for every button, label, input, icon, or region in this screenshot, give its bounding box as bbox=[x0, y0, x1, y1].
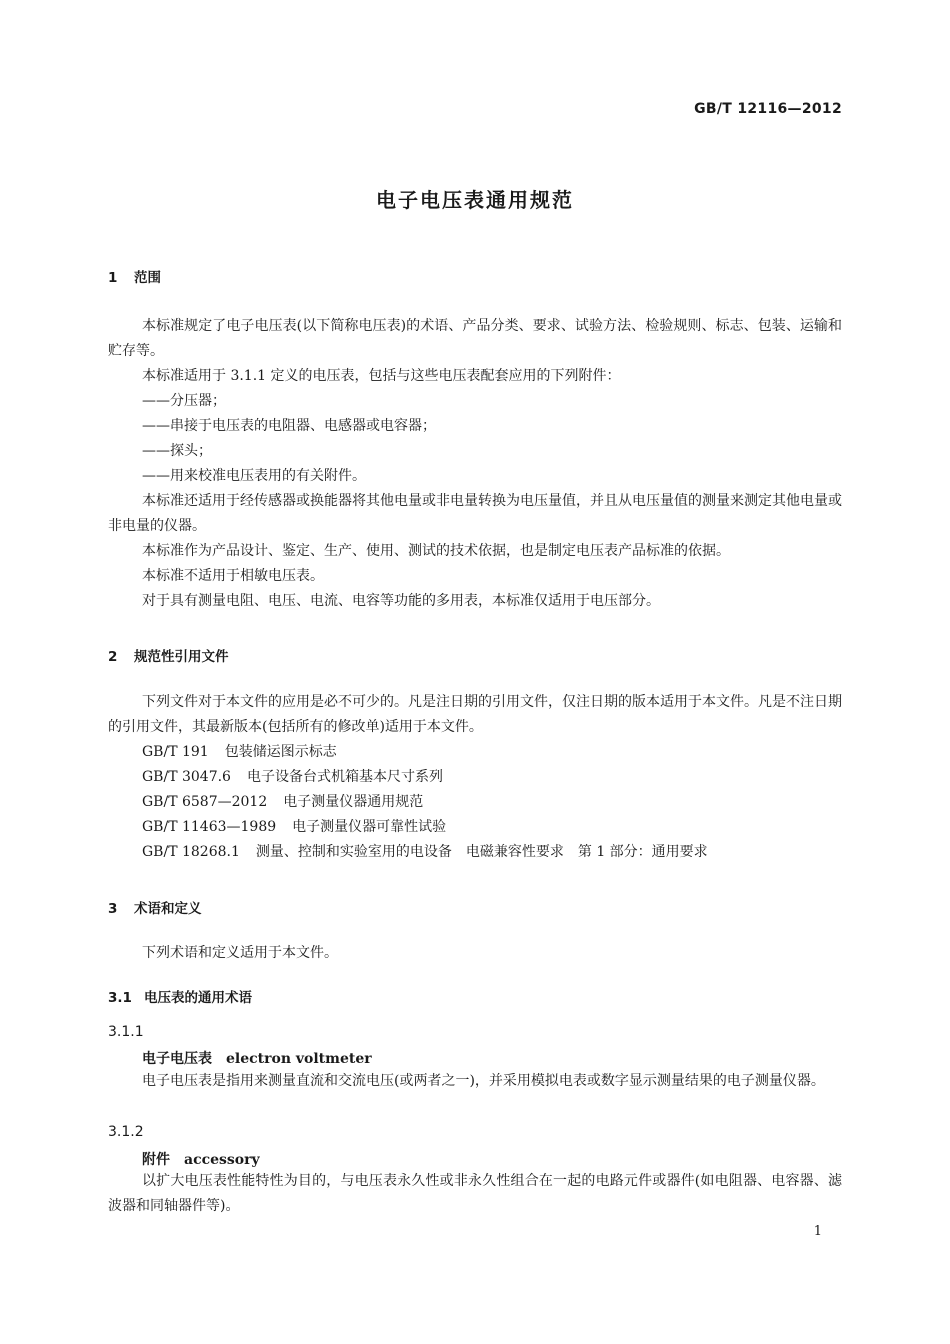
list-item: ——串接于电压表的电阻器、电感器或电容器； bbox=[142, 418, 436, 434]
list-item: ——探头； bbox=[142, 443, 212, 459]
section-3-heading bbox=[108, 897, 202, 917]
section-number: 2 bbox=[108, 649, 118, 665]
reference-code: GB/T 18268.1 bbox=[142, 844, 240, 860]
reference-code: GB/T 11463—1989 bbox=[142, 819, 277, 835]
section-2-heading bbox=[108, 645, 229, 665]
paragraph: 本标准不适用于相敏电压表。 bbox=[142, 568, 324, 584]
reference-item bbox=[142, 840, 708, 865]
reference-item bbox=[142, 790, 423, 815]
list-item: ——分压器； bbox=[142, 393, 226, 409]
paragraph: 本标准规定了电子电压表(以下简称电压表)的术语、产品分类、要求、试验方法、检验规则、标志、包装、运输和贮存等。 bbox=[108, 318, 842, 359]
list-item: ——用来校准电压表用的有关附件。 bbox=[142, 468, 366, 484]
paragraph: 下列术语和定义适用于本文件。 bbox=[142, 945, 338, 961]
term-english: accessory bbox=[184, 1152, 260, 1168]
term-chinese: 电子电压表 bbox=[142, 1051, 212, 1067]
section-title: 术语和定义 bbox=[134, 901, 202, 917]
section-title: 规范性引用文件 bbox=[134, 649, 229, 665]
term-entry bbox=[142, 1048, 372, 1068]
clause-number: 3.1.2 bbox=[108, 1124, 144, 1140]
reference-item bbox=[142, 740, 337, 765]
term-english: electron voltmeter bbox=[226, 1051, 372, 1067]
paragraph: 本标准作为产品设计、鉴定、生产、使用、测试的技术依据，也是制定电压表产品标准的依据。 bbox=[142, 543, 730, 559]
section-number: 1 bbox=[108, 270, 118, 286]
reference-item bbox=[142, 765, 443, 790]
reference-title: 包装储运图示标志 bbox=[224, 744, 337, 760]
standard-code: GB/T 12116—2012 bbox=[694, 101, 842, 117]
subsection-heading bbox=[108, 986, 252, 1006]
reference-title: 电子测量仪器可靠性试验 bbox=[292, 819, 447, 835]
term-entry bbox=[142, 1149, 260, 1169]
page-number: 1 bbox=[813, 1224, 822, 1239]
paragraph: 本标准还适用于经传感器或换能器将其他电量或非电量转换为电压量值，并且从电压量值的测量来测定其他电量或非电量的仪器。 bbox=[108, 493, 842, 534]
reference-title: 电子测量仪器通用规范 bbox=[283, 794, 424, 810]
term-definition: 电子电压表是指用来测量直流和交流电压(或两者之一)，并采用模拟电表或数字显示测量结果的电子测量仪器。 bbox=[142, 1073, 825, 1089]
section-title: 范围 bbox=[134, 270, 161, 286]
clause-number: 3.1.1 bbox=[108, 1024, 144, 1040]
term-definition: 以扩大电压表性能特性为目的，与电压表永久性或非永久性组合在一起的电路元件或器件(如电阻器、电容器、滤波器和同轴器件等)。 bbox=[108, 1173, 842, 1214]
paragraph: 下列文件对于本文件的应用是必不可少的。凡是注日期的引用文件，仅注日期的版本适用于本文件。凡是不注日期的引用文件，其最新版本(包括所有的修改单)适用于本文件。 bbox=[108, 694, 842, 735]
document-title: 电子电压表通用规范 bbox=[376, 188, 574, 212]
paragraph: 本标准适用于 3.1.1 定义的电压表，包括与这些电压表配套应用的下列附件： bbox=[142, 368, 621, 384]
section-1-heading bbox=[108, 266, 161, 286]
reference-code: GB/T 6587—2012 bbox=[142, 794, 268, 810]
subsection-number: 3.1 bbox=[108, 990, 132, 1006]
paragraph: 对于具有测量电阻、电压、电流、电容等功能的多用表，本标准仅适用于电压部分。 bbox=[142, 593, 660, 609]
section-number: 3 bbox=[108, 901, 118, 917]
term-chinese: 附件 bbox=[142, 1152, 170, 1168]
reference-code: GB/T 191 bbox=[142, 744, 209, 760]
subsection-title: 电压表的通用术语 bbox=[144, 990, 252, 1006]
reference-title: 电子设备台式机箱基本尺寸系列 bbox=[246, 769, 443, 785]
reference-item bbox=[142, 815, 446, 840]
reference-code: GB/T 3047.6 bbox=[142, 769, 231, 785]
reference-title: 测量、控制和实验室用的电设备 电磁兼容性要求 第 1 部分：通用要求 bbox=[255, 844, 708, 860]
